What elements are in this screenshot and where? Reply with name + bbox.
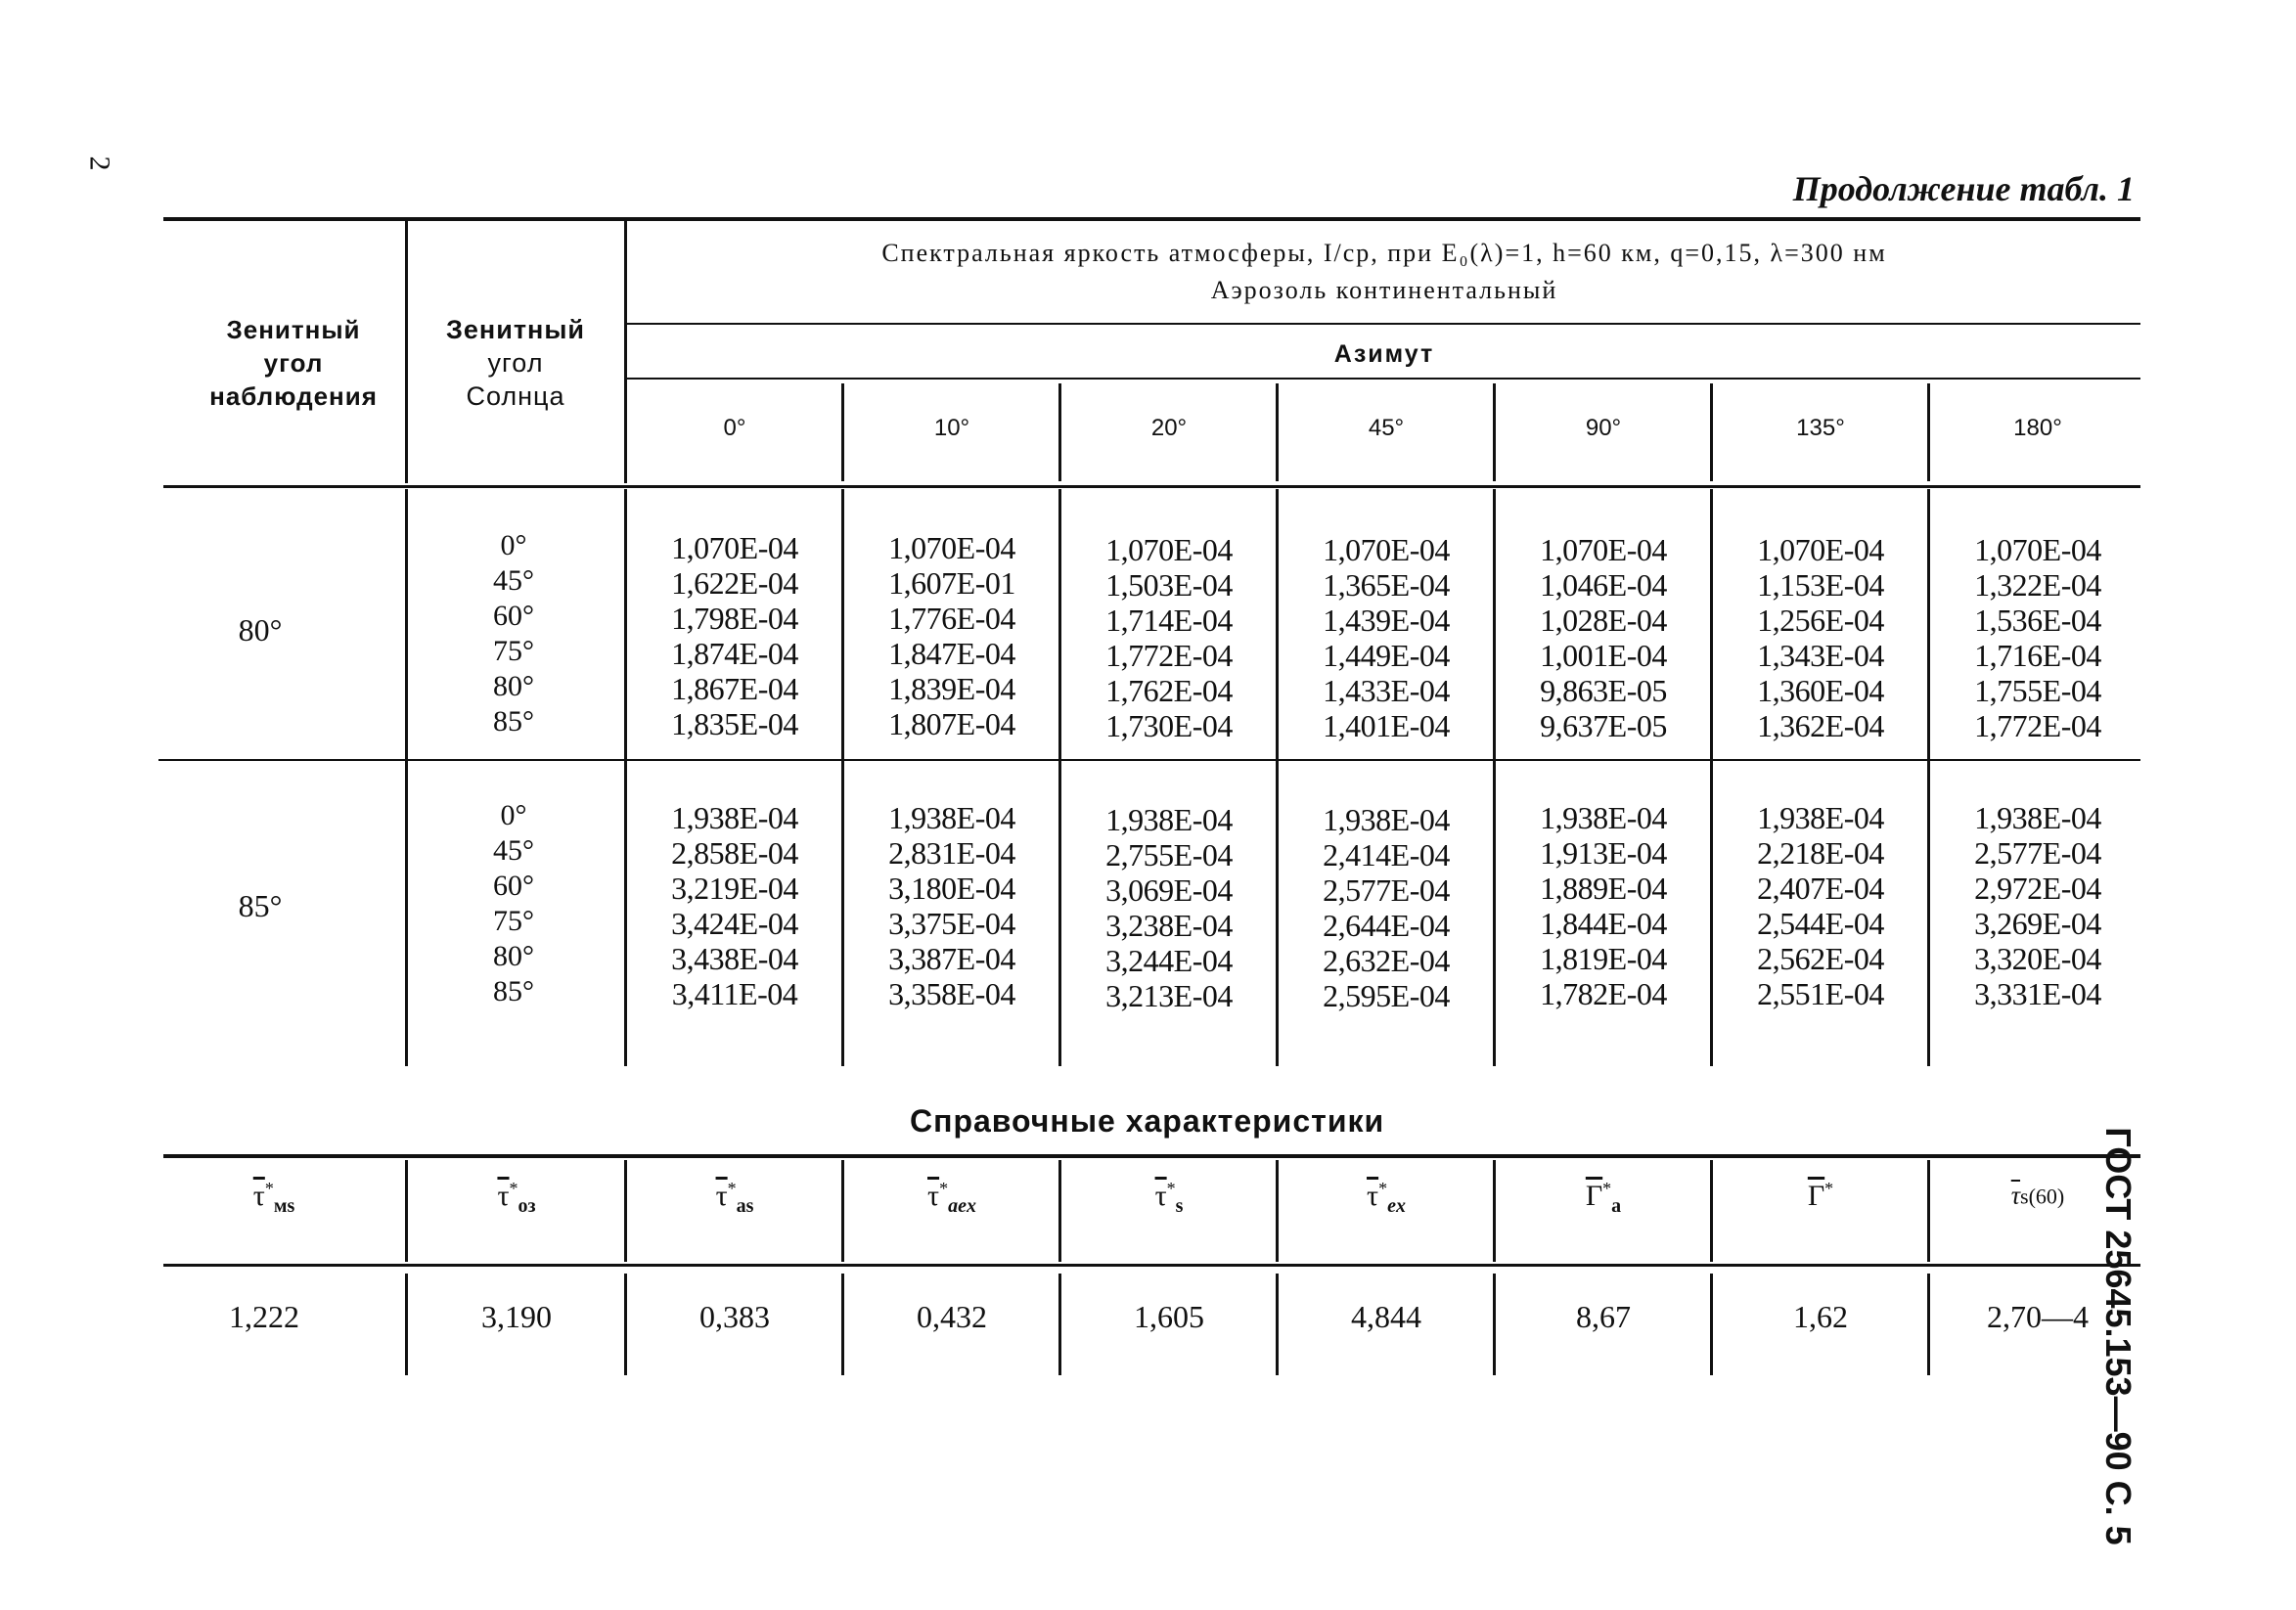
cell: 2,407E-04	[1757, 871, 1884, 906]
cell: 1,762E-04	[1105, 673, 1233, 708]
cell: 2,595E-04	[1323, 978, 1450, 1013]
cell: 1,938E-04	[671, 800, 798, 835]
table-header-rule	[163, 485, 2140, 488]
v-line	[405, 1274, 408, 1375]
ref-sup: *	[1602, 1179, 1612, 1198]
cell: 1,343E-04	[1757, 638, 1884, 673]
cell: 3,331E-04	[1974, 976, 2101, 1011]
cell: 3,219E-04	[671, 871, 798, 906]
ref-value: 0,432	[917, 1299, 987, 1334]
azimuth-10: 10°	[933, 415, 970, 441]
v-line	[405, 489, 408, 1066]
cell: 1,782E-04	[1540, 976, 1667, 1011]
cell: 1,776E-04	[888, 601, 1015, 636]
values-85-az0	[627, 800, 842, 1011]
ref-sub: ex	[1387, 1195, 1406, 1217]
azimuth-135: 135°	[1796, 415, 1845, 441]
ref-value: 8,67	[1576, 1299, 1631, 1334]
spectral-subtitle: Аэрозоль континентальный	[1210, 276, 1558, 304]
values-80-az10	[844, 530, 1059, 741]
ref-sub: oз	[518, 1195, 536, 1217]
cell: 2,972E-04	[1974, 871, 2101, 906]
group-divider	[158, 759, 2140, 761]
ref-header-tau-oz	[409, 1179, 624, 1218]
cell: 2,755E-04	[1105, 837, 1233, 872]
values-80-az45	[1279, 532, 1494, 743]
ref-sym: $\overline{\tau}$	[497, 1180, 510, 1212]
ref-header-tau-ms	[166, 1179, 382, 1218]
sun-angle: 75°	[493, 635, 534, 667]
cell: 3,411E-04	[671, 976, 798, 1011]
v-line	[405, 219, 408, 483]
ref-header-tau-as	[627, 1179, 842, 1218]
ref-sym: $\overline{\Gamma}$	[1585, 1180, 1603, 1212]
values-80-az20	[1061, 532, 1277, 743]
ref-value: 1,62	[1793, 1299, 1848, 1334]
ref-value: 0,383	[699, 1299, 770, 1334]
cell: 1,362E-04	[1757, 708, 1884, 743]
cell: 1,001E-04	[1540, 638, 1667, 673]
cell: 1,755E-04	[1974, 673, 2101, 708]
ref-sub: s(60)	[2020, 1184, 2065, 1209]
ref-sup: *	[509, 1179, 518, 1198]
ref-top-rule	[163, 1154, 2140, 1158]
cell: 1,938E-04	[1540, 800, 1667, 835]
ref-value: 1,222	[229, 1299, 299, 1334]
values-85-az45	[1279, 802, 1494, 1013]
ref-sub: s	[1175, 1195, 1184, 1217]
values-80-az90	[1496, 532, 1711, 743]
cell: 1,070E-04	[1974, 532, 2101, 567]
ref-sym: $\overline{\Gamma}$	[1807, 1180, 1825, 1212]
ref-sym: $\overline{\tau}$	[2010, 1181, 2021, 1210]
cell: 1,439E-04	[1323, 603, 1450, 638]
sun-angle: 85°	[493, 705, 534, 738]
header-line: наблюдения	[209, 381, 378, 411]
cell: 1,714E-04	[1105, 603, 1233, 638]
header-zenith-sun	[409, 313, 622, 413]
cell: 1,503E-04	[1105, 567, 1233, 603]
sun-angle: 60°	[493, 600, 534, 632]
cell: 3,269E-04	[1974, 906, 2101, 941]
table-top-rule	[163, 217, 2140, 221]
table-caption: Продолжение табл. 1	[1792, 169, 2135, 208]
ref-header-gamma	[1713, 1179, 1928, 1218]
azimuth-20: 20°	[1150, 415, 1188, 441]
v-line	[624, 219, 627, 483]
cell: 1,889E-04	[1540, 871, 1667, 906]
cell: 1,938E-04	[1323, 802, 1450, 837]
cell: 2,218E-04	[1757, 835, 1884, 871]
cell: 1,874E-04	[671, 636, 798, 671]
cell: 2,562E-04	[1757, 941, 1884, 976]
cell: 2,577E-04	[1323, 872, 1450, 908]
cell: 1,772E-04	[1974, 708, 2101, 743]
ref-value: 3,190	[481, 1299, 552, 1334]
values-85-az135	[1713, 800, 1928, 1011]
ref-sym: $\overline{\tau}$	[1154, 1180, 1167, 1212]
cell: 3,375E-04	[888, 906, 1015, 941]
cell: 1,835E-04	[671, 706, 798, 741]
page-number: 2	[83, 156, 116, 171]
cell: 1,433E-04	[1323, 673, 1450, 708]
ref-sub: мs	[273, 1195, 295, 1217]
cell: 9,637E-05	[1540, 708, 1667, 743]
cell: 1,070E-04	[1757, 532, 1884, 567]
cell: 3,320E-04	[1974, 941, 2101, 976]
sun-angle: 0°	[500, 529, 527, 561]
azimuth-180: 180°	[2013, 415, 2062, 441]
ref-value: 2,70—4	[1987, 1299, 2089, 1334]
ref-sub: aex	[948, 1195, 976, 1217]
sun-angle: 75°	[493, 905, 534, 937]
sun-angle: 80°	[493, 670, 534, 702]
sun-angles-85	[460, 798, 567, 1009]
cell: 3,358E-04	[888, 976, 1015, 1011]
cell: 3,438E-04	[671, 941, 798, 976]
ref-sup: *	[264, 1179, 274, 1198]
cell: 1,798E-04	[671, 601, 798, 636]
cell: 3,244E-04	[1105, 943, 1233, 978]
ref-sym: $\overline{\tau}$	[927, 1180, 940, 1212]
ref-header-tau-ex	[1279, 1179, 1494, 1218]
header-line: угол	[487, 348, 544, 378]
cell: 9,863E-05	[1540, 673, 1667, 708]
ref-header-tau-aex	[844, 1179, 1059, 1218]
cell: 1,046E-04	[1540, 567, 1667, 603]
cell: 3,180E-04	[888, 871, 1015, 906]
ref-sup: *	[727, 1179, 737, 1198]
cell: 2,551E-04	[1757, 976, 1884, 1011]
cell: 1,028E-04	[1540, 603, 1667, 638]
cell: 2,544E-04	[1757, 906, 1884, 941]
spec-rule	[626, 323, 2140, 325]
ref-header-gamma-a	[1496, 1179, 1711, 1218]
cell: 1,938E-04	[1757, 800, 1884, 835]
azimuth-label: Азимут	[1333, 340, 1435, 368]
cell: 2,632E-04	[1323, 943, 1450, 978]
cell: 1,622E-04	[671, 565, 798, 601]
cell: 1,772E-04	[1105, 638, 1233, 673]
cell: 1,536E-04	[1974, 603, 2101, 638]
obs-angle-85: 85°	[238, 888, 283, 923]
sun-angle: 60°	[493, 870, 534, 902]
ref-sym: $\overline{\tau}$	[1367, 1180, 1379, 1212]
azimuth-90: 90°	[1585, 415, 1622, 441]
cell: 1,070E-04	[671, 530, 798, 565]
header-line: угол	[263, 348, 324, 378]
cell: 1,847E-04	[888, 636, 1015, 671]
header-line: Зенитный	[226, 315, 361, 344]
cell: 1,256E-04	[1757, 603, 1884, 638]
ref-header-tau-s	[1061, 1179, 1277, 1218]
values-85-az10	[844, 800, 1059, 1011]
cell: 1,938E-04	[1974, 800, 2101, 835]
sun-angle: 85°	[493, 975, 534, 1007]
spectral-title: Спектральная яркость атмосферы, I/ср, при E₀(λ)=1, h=60 км, q=0,15, λ=300 нм	[881, 239, 1887, 267]
ref-sup: *	[939, 1179, 949, 1198]
sun-angle: 45°	[493, 834, 534, 867]
values-80-az135	[1713, 532, 1928, 743]
cell: 1,070E-04	[1323, 532, 1450, 567]
ref-sup: *	[1378, 1179, 1388, 1198]
azimuth-45: 45°	[1368, 415, 1405, 441]
header-line: Солнца	[466, 381, 565, 411]
cell: 2,858E-04	[671, 835, 798, 871]
cell: 2,831E-04	[888, 835, 1015, 871]
cell: 2,577E-04	[1974, 835, 2101, 871]
ref-sup: *	[1824, 1179, 1834, 1198]
cell: 1,365E-04	[1323, 567, 1450, 603]
cell: 1,844E-04	[1540, 906, 1667, 941]
cell: 1,867E-04	[671, 671, 798, 706]
ref-sub: as	[736, 1195, 754, 1217]
values-85-az90	[1496, 800, 1711, 1011]
ref-sup: *	[1166, 1179, 1176, 1198]
cell: 1,807E-04	[888, 706, 1015, 741]
cell: 1,819E-04	[1540, 941, 1667, 976]
cell: 1,730E-04	[1105, 708, 1233, 743]
cell: 1,449E-04	[1323, 638, 1450, 673]
ref-sub: a	[1611, 1195, 1622, 1217]
azimuth-rule	[626, 378, 2140, 380]
ref-value: 1,605	[1134, 1299, 1204, 1334]
ref-sym: $\overline{\tau}$	[715, 1180, 728, 1212]
azimuth-0: 0°	[723, 415, 746, 441]
ref-value: 4,844	[1351, 1299, 1421, 1334]
cell: 1,938E-04	[888, 800, 1015, 835]
obs-angle-80: 80°	[238, 612, 283, 648]
ref-sym: $\overline{\tau}$	[252, 1180, 265, 1212]
cell: 1,938E-04	[1105, 802, 1233, 837]
ref-mid-rule	[163, 1264, 2140, 1267]
cell: 1,401E-04	[1323, 708, 1450, 743]
cell: 1,070E-04	[888, 530, 1015, 565]
cell: 3,238E-04	[1105, 908, 1233, 943]
cell: 1,913E-04	[1540, 835, 1667, 871]
cell: 2,414E-04	[1323, 837, 1450, 872]
cell: 3,213E-04	[1105, 978, 1233, 1013]
cell: 3,387E-04	[888, 941, 1015, 976]
sun-angle: 0°	[500, 799, 527, 831]
cell: 1,607E-01	[888, 565, 1015, 601]
cell: 1,070E-04	[1105, 532, 1233, 567]
cell: 2,644E-04	[1323, 908, 1450, 943]
cell: 1,839E-04	[888, 671, 1015, 706]
values-80-az180	[1930, 532, 2145, 743]
values-85-az20	[1061, 802, 1277, 1013]
cell: 1,322E-04	[1974, 567, 2101, 603]
reference-title: Справочные характеристики	[910, 1103, 1385, 1139]
cell: 1,070E-04	[1540, 532, 1667, 567]
values-80-az0	[627, 530, 842, 741]
header-zenith-observation	[186, 313, 401, 413]
cell: 1,360E-04	[1757, 673, 1884, 708]
cell: 1,153E-04	[1757, 567, 1884, 603]
header-line: Зенитный	[445, 315, 586, 344]
cell: 1,716E-04	[1974, 638, 2101, 673]
sun-angles-80	[460, 528, 567, 739]
sun-angle: 45°	[493, 564, 534, 597]
cell: 3,069E-04	[1105, 872, 1233, 908]
cell: 3,424E-04	[671, 906, 798, 941]
gost-side-label: ГОСТ 25645.153—90 С. 5	[2098, 1127, 2138, 1545]
v-line	[405, 1160, 408, 1262]
sun-angle: 80°	[493, 940, 534, 972]
values-85-az180	[1930, 800, 2145, 1011]
